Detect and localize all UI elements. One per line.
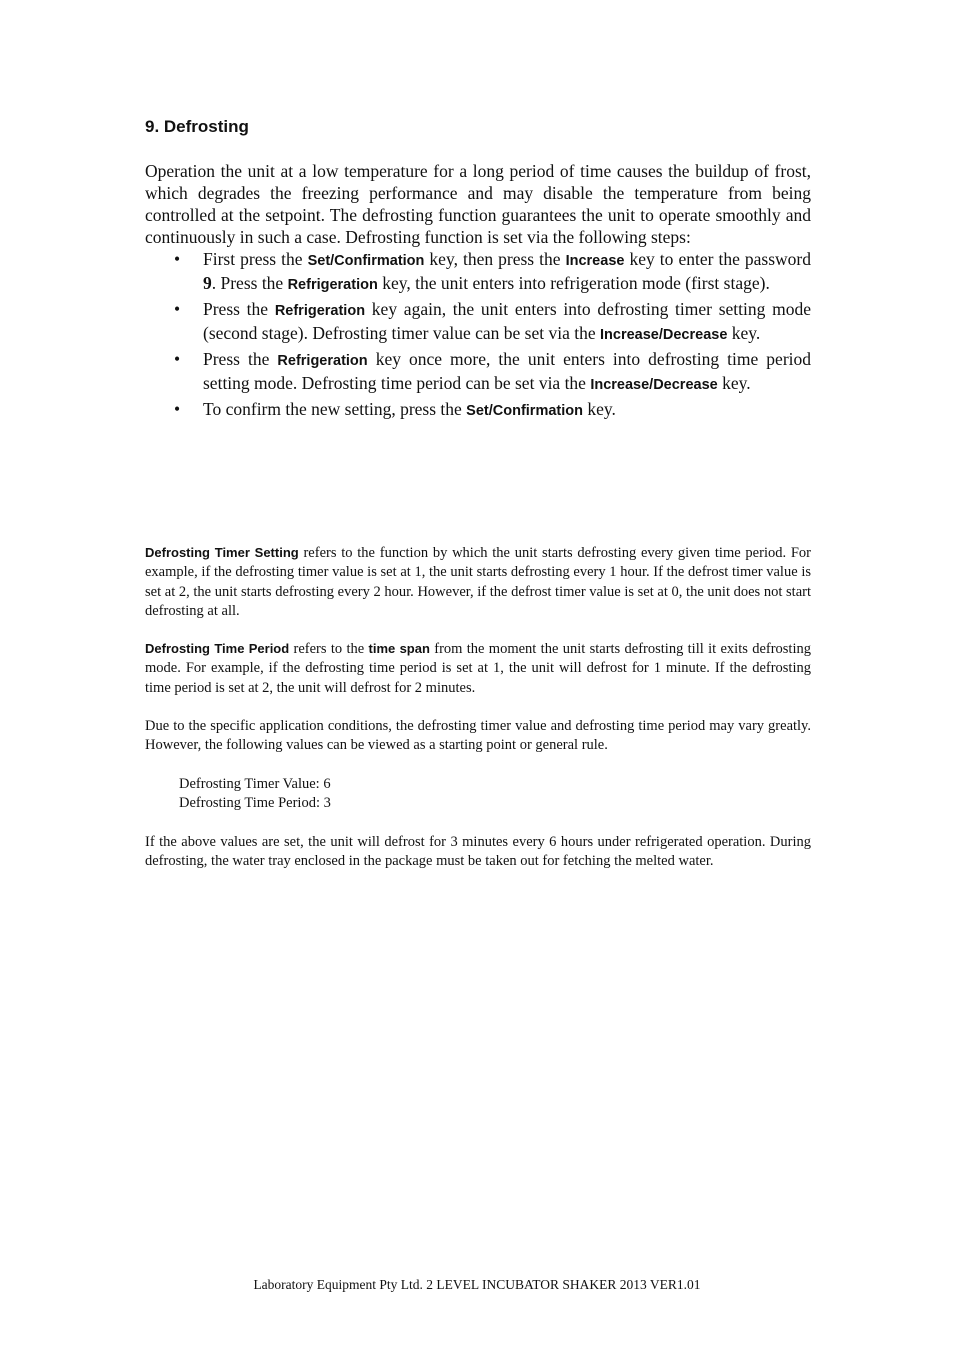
term-label: time span <box>368 641 430 656</box>
intro-paragraph: Operation the unit at a low temperature for a long period of time causes the buildup of frost, which degrades the freezing performance and may disable the temperature from being controlled at the setpoint. The defrosting function guarantees the unit to operate smoothly and continuously in such a case. Defrosting function is set via the following steps: <box>145 161 811 247</box>
step-item-2: • Press the Refrigeration key again, the unit enters into defrosting timer setting mode (second stage). Defrosting timer value can be set via the Increase/Decrease key. <box>174 299 812 343</box>
time-period-paragraph: Defrosting Time Period refers to the time span from the moment the unit starts defrosting till it exits defrosting mode. For example, if the defrosting time period is set at 1, the unit will defrost for 1 minute. If the defrosting time period is set at 2, the unit will defrost for 2 minutes. <box>145 641 811 696</box>
step-item-1: • First press the Set/Confirmation key, then press the Increase key to enter the password 9. Press the Refrigeration key, the unit enters into refrigeration mode (first stage). <box>174 249 812 293</box>
intro-block <box>145 160 811 424</box>
bullet-icon: • <box>174 249 181 269</box>
step-item-4: • To confirm the new setting, press the Set/Confirmation key. <box>174 399 616 419</box>
term-label: Defrosting Timer Setting <box>145 545 299 560</box>
bullet-icon: • <box>174 399 181 419</box>
key-name: Set/Confirmation <box>307 253 425 269</box>
timer-value-line: Defrosting Timer Value: 6 <box>179 776 331 792</box>
step-item-3: • Press the Refrigeration key once more, the unit enters into defrosting time period setting mode. Defrosting time period can be set via the Increase/Decrease key. <box>174 349 812 393</box>
time-period-line: Defrosting Time Period: 3 <box>179 795 331 812</box>
timer-setting-paragraph: Defrosting Timer Setting refers to the function by which the unit starts defrosting every given time period. For example, if the defrosting timer value is set at 1, the unit starts defrosting every 1 hour. If the defrost timer value is set at 2, the unit starts defrosting every 2 hour. However, if the defrost timer value is set at 0, the unit does not start defrosting at all. <box>145 545 811 620</box>
conditions-paragraph: Due to the specific application conditions, the defrosting timer value and defrosting time period may vary greatly. However, the following values can be viewed as a starting point or general rule. <box>145 718 811 754</box>
key-name: Increase/Decrease <box>600 327 728 343</box>
steps-list <box>145 248 811 422</box>
bullet-icon: • <box>174 349 181 369</box>
key-name: Refrigeration <box>277 353 368 369</box>
closing-paragraph: If the above values are set, the unit will defrost for 3 minutes every 6 hours under refrigerated operation. During defrosting, the water tray enclosed in the package must be taken out for fetching the melted water. <box>145 834 811 870</box>
term-label: Defrosting Time Period <box>145 641 290 656</box>
bullet-icon: • <box>174 299 181 319</box>
key-name: Refrigeration <box>274 303 366 319</box>
page-footer: Laboratory Equipment Pty Ltd. 2 LEVEL INCUBATOR SHAKER 2013 VER1.01 <box>253 1277 701 1292</box>
password-value: 9 <box>203 273 212 293</box>
key-name: Increase/Decrease <box>590 377 718 393</box>
key-name: Increase <box>565 253 625 269</box>
key-name: Set/Confirmation <box>466 403 583 419</box>
key-name: Refrigeration <box>287 277 378 293</box>
recommended-values <box>179 775 331 814</box>
section-heading: 9. Defrosting <box>145 117 249 136</box>
